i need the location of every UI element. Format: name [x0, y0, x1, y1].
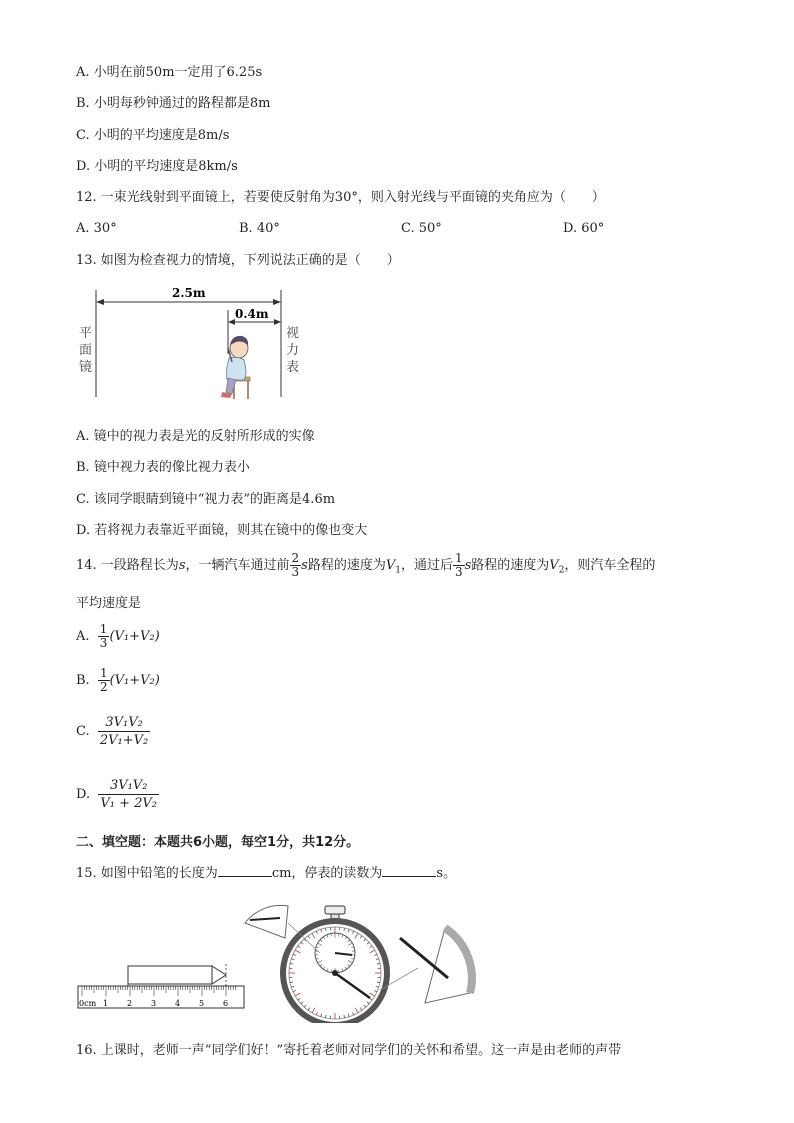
- q12-option-a: A. 30°: [76, 221, 117, 236]
- svg-text:0cm: 0cm: [79, 999, 97, 1008]
- q12-option-d: D. 60°: [563, 221, 605, 236]
- student-illustration: [221, 336, 250, 399]
- q14-fraction-two-thirds: $\frac{2}{3}$: [291, 551, 300, 579]
- ruler-pencil-figure: [76, 960, 248, 1012]
- q15-blank-2[interactable]: [382, 864, 436, 877]
- q13-option-d: D. 若将视力表靠近平面镜，则其在镜中的像也变大: [76, 523, 368, 538]
- q12-stem: 12. 一束光线射到平面镜上，若要使反射角为30°，则入射光线与平面镜的夹角应为（ ）: [76, 190, 605, 205]
- svg-text:2: 2: [127, 999, 133, 1008]
- mirror-label-3: 镜: [79, 360, 93, 375]
- q12-option-b: B. 40°: [239, 221, 280, 236]
- eye-test-figure: [76, 282, 306, 407]
- distance-label-small: 0.4m: [235, 307, 269, 321]
- pencil-body: [128, 966, 212, 984]
- q14-stem-part-c: 路程的速度为: [307, 558, 386, 573]
- chart-label-3: 表: [286, 360, 300, 375]
- section-2-heading: 二、填空题：本题共6小题，每空1分，共12分。: [76, 835, 360, 850]
- q14-v1: V: [385, 558, 396, 573]
- svg-text:4: 4: [175, 999, 181, 1008]
- q15-stem: 15. 如图中铅笔的长度为 cm，停表的读数为 s。: [76, 866, 457, 881]
- svg-text:1: 1: [103, 999, 109, 1008]
- q13-option-c: C. 该同学眼睛到镜中“视力表”的距离是4.6m: [76, 492, 336, 507]
- q13-option-b: B. 镜中视力表的像比视力表小: [76, 460, 250, 475]
- chart-label-2: 力: [286, 343, 300, 358]
- q14-s-var: s: [301, 558, 308, 573]
- q14-stem-line2: 平均速度是: [76, 596, 142, 611]
- chart-label-1: 视: [286, 326, 300, 341]
- q12-options: [0, 220, 794, 238]
- q14-stem-part-b: ，一辆汽车通过前: [185, 558, 290, 573]
- q15-blank-1[interactable]: [218, 864, 272, 877]
- q13-option-a: A. 镜中的视力表是光的反射所形成的实像: [76, 429, 315, 444]
- distance-label-total: 2.5m: [172, 286, 206, 300]
- q12-option-c: C. 50°: [401, 221, 442, 236]
- mirror-label-2: 面: [79, 343, 93, 358]
- pencil-tip: [212, 966, 226, 984]
- q14-s-var: s: [178, 558, 186, 573]
- svg-text:3: 3: [151, 999, 157, 1008]
- q14-option-a: A. $\frac{1}{3}$ (V₁+V₂): [76, 622, 160, 650]
- q14-option-c: C. $\frac{\text{3V₁V₂}}{\text{2V₁+V₂}}$: [76, 715, 149, 748]
- svg-text:6: 6: [223, 999, 229, 1008]
- svg-text:5: 5: [199, 999, 205, 1008]
- q11-option-c: C. 小明的平均速度是8m/s: [76, 128, 230, 143]
- q11-option-d: D. 小明的平均速度是8km/s: [76, 159, 238, 174]
- q13-stem: 13. 如图为检查视力的情境，下列说法正确的是（ ）: [76, 253, 400, 268]
- mirror-label-1: 平: [79, 326, 93, 341]
- q14-stem-part-d: ，通过后: [400, 558, 453, 573]
- q16-stem: 16. 上课时，老师一声“同学们好！”寄托着老师对同学们的关怀和希望。这一声是由老师的声带: [76, 1043, 622, 1058]
- q11-option-a: A. 小明在前50m一定用了6.25s: [76, 65, 263, 80]
- subdial-magnifier: [245, 905, 288, 938]
- q14-fraction-one-third: $\frac{1}{3}$: [454, 551, 463, 579]
- q14-s-var: s: [464, 558, 472, 573]
- q14-option-b: B. $\frac{1}{2}$ (V₁+V₂): [76, 666, 160, 694]
- q14-option-d: D. $\frac{\text{3V₁V₂}}{\text{V₁ + 2V₂}}$: [76, 778, 157, 811]
- stopwatch-figure: [240, 898, 480, 1023]
- q14-stem-part-e: 路程的速度为: [471, 558, 550, 573]
- q11-option-b: B. 小明每秒钟通过的路程都是8m: [76, 96, 271, 111]
- q14-stem-part-a: 14. 一段路程长为: [76, 558, 179, 573]
- q14-v2: V: [549, 558, 559, 573]
- q14-stem-part-f: ，则汽车全程的: [564, 558, 656, 573]
- q14-stem-line1: 14. 一段路程长为s，一辆汽车通过前 $\frac{2}{3}$ s路程的速度为$V_1$，通过后 $\frac{1}{3}$ s路程的速度为$V_2$，则汽车全程的: [76, 551, 656, 579]
